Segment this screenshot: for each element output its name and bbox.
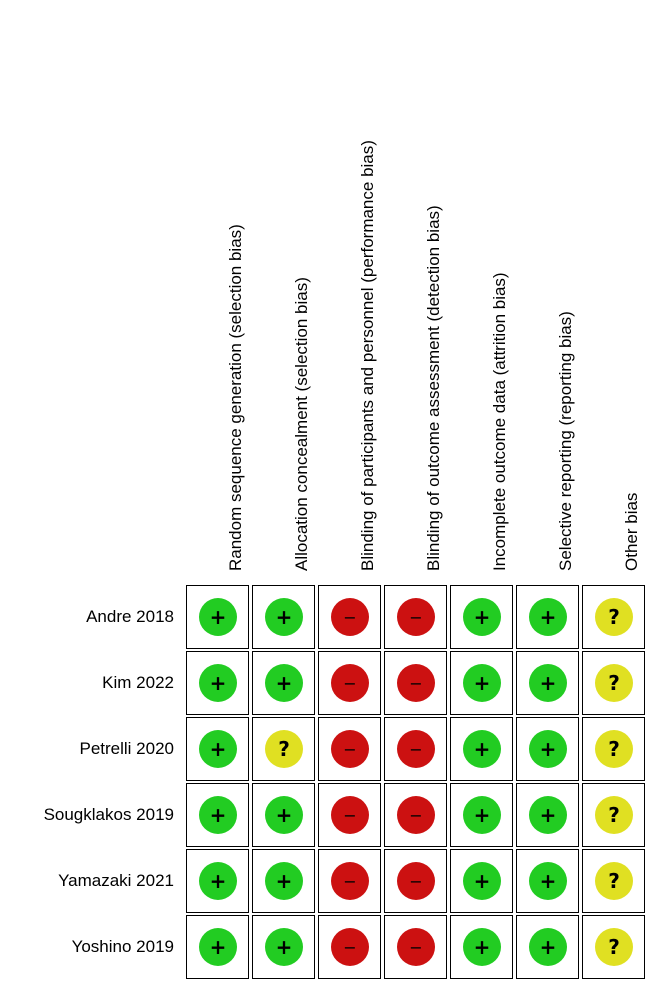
- grid-cell: [450, 849, 513, 913]
- low-risk-icon: +: [463, 796, 501, 834]
- grid-cell: [384, 585, 447, 649]
- grid-cell: [450, 783, 513, 847]
- high-risk-icon: −: [331, 928, 369, 966]
- low-risk-icon: +: [265, 862, 303, 900]
- grid-cell: [252, 717, 315, 781]
- column-header: Blinding of outcome assessment (detection bias): [424, 205, 443, 571]
- low-risk-icon: +: [463, 928, 501, 966]
- grid-cell: [186, 651, 249, 715]
- grid-cell: [318, 783, 381, 847]
- high-risk-icon: −: [331, 664, 369, 702]
- grid-cell: [516, 651, 579, 715]
- low-risk-icon: +: [529, 664, 567, 702]
- grid-cell: [582, 717, 645, 781]
- grid-cell: [450, 651, 513, 715]
- grid-cell: [186, 915, 249, 979]
- row-label-study: Petrelli 2020: [79, 739, 174, 758]
- grid-cell: [384, 915, 447, 979]
- high-risk-icon: −: [397, 796, 435, 834]
- high-risk-icon: −: [331, 730, 369, 768]
- row-label-study: Yoshino 2019: [71, 937, 174, 956]
- grid-cell: [450, 585, 513, 649]
- low-risk-icon: +: [199, 862, 237, 900]
- grid-cell: [516, 783, 579, 847]
- high-risk-icon: −: [397, 862, 435, 900]
- grid-cell: [318, 651, 381, 715]
- unclear-risk-icon: ?: [595, 796, 633, 834]
- low-risk-icon: +: [199, 598, 237, 636]
- low-risk-icon: +: [463, 862, 501, 900]
- low-risk-icon: +: [265, 796, 303, 834]
- low-risk-icon: +: [529, 862, 567, 900]
- row-label-study: Kim 2022: [102, 673, 174, 692]
- high-risk-icon: −: [397, 598, 435, 636]
- grid-cell: [582, 651, 645, 715]
- grid-cell: [582, 783, 645, 847]
- high-risk-icon: −: [397, 928, 435, 966]
- grid-cell: [516, 849, 579, 913]
- column-header: Selective reporting (reporting bias): [556, 311, 575, 571]
- grid-cell: [582, 915, 645, 979]
- row-label-study: Yamazaki 2021: [58, 871, 174, 890]
- grid-cell: [186, 849, 249, 913]
- unclear-risk-icon: ?: [595, 598, 633, 636]
- high-risk-icon: −: [397, 664, 435, 702]
- low-risk-icon: +: [463, 598, 501, 636]
- column-header: Incomplete outcome data (attrition bias): [490, 272, 509, 571]
- grid-cell: [384, 717, 447, 781]
- row-label-study: Andre 2018: [86, 607, 174, 626]
- grid-cell: [450, 717, 513, 781]
- unclear-risk-icon: ?: [595, 730, 633, 768]
- grid-cell: [516, 585, 579, 649]
- high-risk-icon: −: [397, 730, 435, 768]
- grid-cell: [252, 585, 315, 649]
- risk-of-bias-grid: [186, 585, 649, 982]
- grid-cell: [252, 915, 315, 979]
- grid-cell: [384, 849, 447, 913]
- grid-cell: [186, 783, 249, 847]
- low-risk-icon: +: [199, 796, 237, 834]
- grid-cell: [252, 849, 315, 913]
- grid-cell: [186, 717, 249, 781]
- column-header: Random sequence generation (selection bias): [226, 224, 245, 571]
- grid-cell: [318, 585, 381, 649]
- grid-cell: [252, 783, 315, 847]
- row-label-study: Sougklakos 2019: [43, 805, 174, 824]
- grid-cell: [516, 915, 579, 979]
- low-risk-icon: +: [463, 664, 501, 702]
- low-risk-icon: +: [265, 928, 303, 966]
- unclear-risk-icon: ?: [595, 664, 633, 702]
- column-header: Blinding of participants and personnel (performance bias): [358, 140, 377, 571]
- low-risk-icon: +: [199, 664, 237, 702]
- low-risk-icon: +: [463, 730, 501, 768]
- unclear-risk-icon: ?: [595, 928, 633, 966]
- low-risk-icon: +: [199, 928, 237, 966]
- grid-cell: [186, 585, 249, 649]
- low-risk-icon: +: [199, 730, 237, 768]
- low-risk-icon: +: [529, 730, 567, 768]
- low-risk-icon: +: [529, 598, 567, 636]
- unclear-risk-icon: ?: [595, 862, 633, 900]
- grid-cell: [252, 651, 315, 715]
- low-risk-icon: +: [529, 796, 567, 834]
- grid-cell: [318, 849, 381, 913]
- high-risk-icon: −: [331, 862, 369, 900]
- low-risk-icon: +: [265, 598, 303, 636]
- unclear-risk-icon: ?: [265, 730, 303, 768]
- grid-cell: [582, 849, 645, 913]
- grid-cell: [516, 717, 579, 781]
- grid-cell: [318, 717, 381, 781]
- grid-cell: [582, 585, 645, 649]
- high-risk-icon: −: [331, 796, 369, 834]
- grid-cell: [384, 651, 447, 715]
- low-risk-icon: +: [529, 928, 567, 966]
- column-header: Other bias: [622, 492, 641, 571]
- grid-cell: [450, 915, 513, 979]
- grid-cell: [318, 915, 381, 979]
- low-risk-icon: +: [265, 664, 303, 702]
- grid-cell: [384, 783, 447, 847]
- high-risk-icon: −: [331, 598, 369, 636]
- column-header: Allocation concealment (selection bias): [292, 277, 311, 571]
